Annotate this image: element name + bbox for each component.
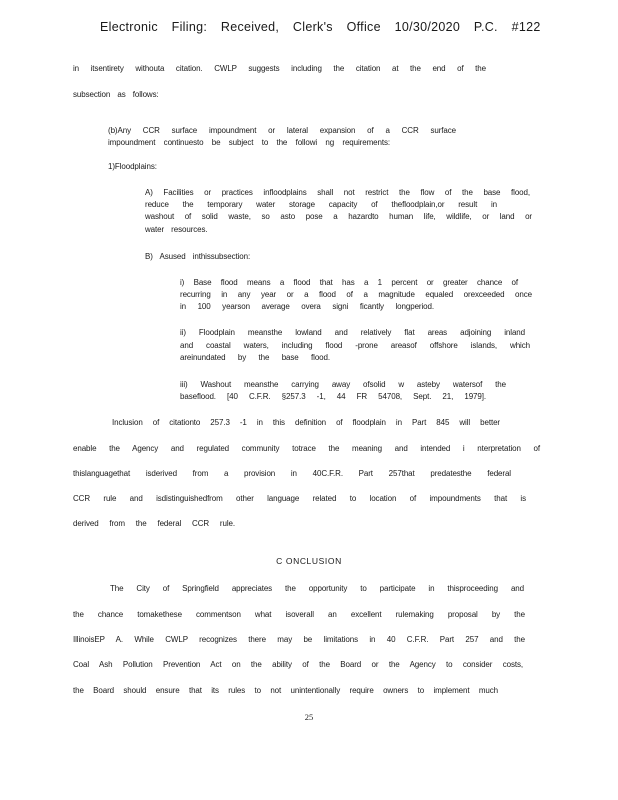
def-iii-line-2: baseflood. [40 C.F.R. §257.3 -1, 44 FR 54708, Sept. 21, 1979]. [180,392,486,401]
def-i-line-2: recurring in any year or a flood of a magnitude equaled orexceeded once [180,290,532,299]
item-a-line-2: reduce the temporary water storage capacity of thefloodplain,or result in [145,200,497,209]
item-a-line-4: water resources. [145,225,208,234]
quote-b-line-1: (b)Any CCR surface impoundment or lateral expansion of a CCR surface [108,126,456,135]
def-i-line-3: in 100 yearson average overa signi ficantly longperiod. [180,302,434,311]
item-a-line-3: washout of solid waste, so asto pose a hazardto human life, wildlife, or land or [145,212,532,221]
def-ii-line-2: and coastal waters, including flood -prone areasof offshore islands, which [180,341,530,350]
inclusion-line-5: derived from the federal CCR rule. [73,519,235,528]
inclusion-line-1: Inclusion of citationto 257.3 -1 in this definition of floodplain in Part 845 will better [112,418,500,427]
item-a-line-1: A) Facilities or practices infloodplains shall not restrict the flow of the base flood, [145,188,530,197]
def-iii-line-1: iii) Washout meansthe carrying away ofsolid w asteby watersof the [180,380,506,389]
inclusion-line-2: enable the Agency and regulated community totrace the meaning and intended i nterpretation of [73,444,540,453]
conclusion-line-3: IllinoisEP A. While CWLP recognizes there may be limitations in 40 C.F.R. Part 257 and the [73,635,525,644]
intro-line-2: subsection as follows: [73,90,159,99]
filing-header: Electronic Filing: Received, Clerk's Office 10/30/2020 P.C. #122 [100,20,541,34]
conclusion-line-5: the Board should ensure that its rules to not unintentionally require owners to implement much [73,686,498,695]
inclusion-line-4: CCR rule and isdistinguishedfrom other language related to location of impoundments that is [73,494,526,503]
def-i-line-1: i) Base flood means a flood that has a 1 percent or greater chance of [180,278,518,287]
def-ii-line-3: areinundated by the base flood. [180,353,330,362]
def-ii-line-1: ii) Floodplain meansthe lowland and relatively flat areas adjoining inland [180,328,525,337]
inclusion-line-3: thislanguagethat isderived from a provision in 40C.F.R. Part 257that predatesthe federal [73,469,511,478]
quote-b-line-2: impoundment continuesto be subject to the followi ng requirements: [108,138,390,147]
conclusion-line-4: Coal Ash Pollution Prevention Act on the ability of the Board or the Agency to consider costs, [73,660,523,669]
page-number: 25 [304,712,314,722]
floodplains-heading: 1)Floodplains: [108,162,157,171]
conclusion-line-2: the chance tomakethese commentson what isoverall an excellent rulemaking proposal by the [73,610,525,619]
intro-line-1: in itsentirety withouta citation. CWLP suggests including the citation at the end of the [73,64,486,73]
conclusion-heading: C ONCLUSION [276,556,342,566]
conclusion-line-1: The City of Springfield appreciates the opportunity to participate in thisproceeding and [110,584,524,593]
item-b: B) Asused inthissubsection: [145,252,251,261]
